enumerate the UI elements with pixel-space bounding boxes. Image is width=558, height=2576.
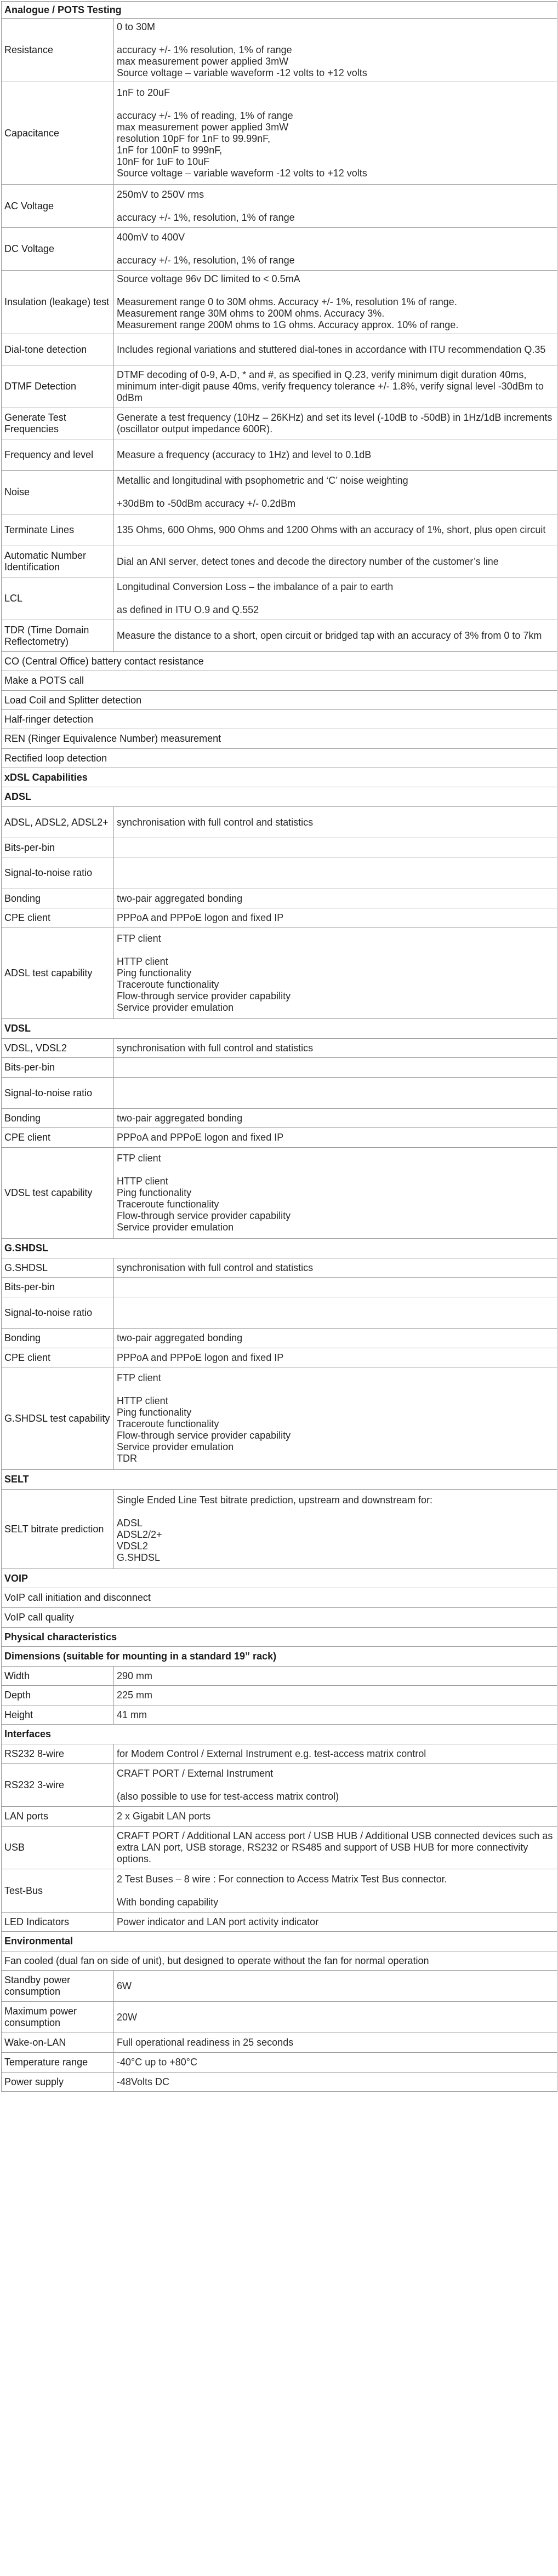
spec-label: CPE client [2,1128,114,1148]
feature-row [2,652,557,671]
spec-value [114,1827,557,1869]
spec-row [2,838,557,857]
section-header-row [2,1239,557,1258]
spec-value-line [117,1779,554,1791]
spec-value-line: 135 Ohms, 600 Ohms, 900 Ohms and 1200 Ohms with an accuracy of 1%, short, plus open circuit [117,524,546,535]
spec-value-line [117,1164,554,1176]
spec-value-line: -48Volts DC [117,2076,170,2087]
spec-row [2,577,557,620]
spec-value [114,1329,557,1348]
spec-value [114,889,557,908]
spec-value [114,1148,557,1239]
spec-row [2,1807,557,1827]
spec-value [114,1258,557,1278]
spec-value [114,334,557,365]
spec-row [2,2053,557,2073]
spec-value [114,857,557,889]
spec-value [114,1807,557,1827]
spec-row [2,1686,557,1705]
spec-value-line: accuracy +/- 1%, resolution, 1% of range [117,211,295,223]
spec-value [114,1109,557,1128]
spec-label: Test-Bus [2,1869,114,1913]
spec-value [114,514,557,546]
spec-label: Power supply [2,2073,114,2092]
spec-label: Noise [2,471,114,514]
spec-label: LCL [2,577,114,620]
spec-value [114,1869,557,1913]
spec-row [2,1869,557,1913]
feature-row [2,1608,557,1628]
spec-value [114,408,557,439]
feature-label: REN (Ringer Equivalence Number) measurement [2,729,557,749]
spec-row [2,1329,557,1348]
spec-value [114,1039,557,1058]
spec-value-line: Service provider emulation [117,1222,234,1233]
spec-value [114,82,557,185]
section-header-row [2,1569,557,1588]
spec-value [114,365,557,408]
spec-value-line: 225 mm [117,1690,153,1701]
feature-label: VoIP call initiation and disconnect [2,1588,557,1608]
feature-label: Load Coil and Splitter detection [2,691,557,710]
spec-label: DC Voltage [2,228,114,271]
spec-value-line: 20W [117,2011,138,2023]
spec-row [2,1058,557,1078]
spec-label: Bits-per-bin [2,1058,114,1078]
spec-label: DTMF Detection [2,365,114,408]
spec-label: TDR (Time Domain Reflectometry) [2,620,114,652]
spec-label: G.SHDSL test capability [2,1367,114,1470]
section-title: G.SHDSL [2,1239,557,1258]
spec-value [114,228,557,271]
spec-value-line: HTTP client [117,1395,168,1406]
spec-label: Bonding [2,1329,114,1348]
spec-value-line: Source voltage – variable waveform -12 volts to +12 volts [117,168,367,179]
spec-row [2,228,557,271]
spec-row [2,1078,557,1109]
spec-value-line [117,1885,554,1897]
spec-row [2,1971,557,2002]
spec-label: VDSL test capability [2,1148,114,1239]
spec-value [114,620,557,652]
spec-value-line: Longitudinal Conversion Loss – the imbalance of a pair to earth [117,581,394,592]
spec-value-line: HTTP client [117,1176,168,1187]
spec-label: CPE client [2,1348,114,1367]
spec-row [2,546,557,577]
spec-row [2,857,557,889]
spec-value-line: PPPoA and PPPoE logon and fixed IP [117,1132,284,1143]
feature-label: Rectified loop detection [2,749,557,768]
spec-row [2,2073,557,2092]
spec-value-line: With bonding capability [117,1896,219,1908]
section-header-row [2,1470,557,1490]
feature-label: Make a POTS call [2,671,557,691]
spec-row [2,1039,557,1058]
spec-row [2,928,557,1019]
spec-value-line: Flow-through service provider capability [117,991,291,1001]
section-title: Analogue / POTS Testing [2,2,557,19]
spec-value-line: 290 mm [117,1670,153,1681]
spec-value-line: Traceroute functionality [117,979,219,990]
spec-value-line: (also possible to use for test-access matrix control) [117,1790,339,1802]
section-title: ADSL [2,787,557,807]
spec-value-line [117,99,554,110]
spec-label: CPE client [2,908,114,928]
spec-value [114,1686,557,1705]
spec-value-line: Ping functionality [117,968,192,978]
spec-value [114,2073,557,2092]
spec-value-line: Measurement range 0 to 30M ohms. Accuracy +/- 1%, resolution 1% of range. [117,296,457,307]
spec-value [114,1278,557,1297]
spec-label: AC Voltage [2,185,114,228]
spec-row [2,1258,557,1278]
spec-label: Maximum power consumption [2,2002,114,2033]
spec-label: Width [2,1667,114,1686]
spec-row [2,908,557,928]
spec-value-line: Traceroute functionality [117,1418,219,1429]
spec-value [114,1667,557,1686]
spec-label: Depth [2,1686,114,1705]
spec-value-line: Includes regional variations and stuttered dial-tones in accordance with ITU recommendation Q.35 [117,344,546,355]
spec-value [114,1128,557,1148]
spec-row [2,1744,557,1764]
section-header-row [2,787,557,807]
spec-value [114,1705,557,1725]
section-title: Physical characteristics [2,1628,557,1647]
spec-label: Generate Test Frequencies [2,408,114,439]
spec-value-line: FTP client [117,933,161,944]
spec-value-line: Generate a test frequency (10Hz – 26KHz) and set its level (-10dB to -50dB) in 1Hz/1dB increments (oscillator output impedance 600R). [117,412,553,434]
spec-row [2,471,557,514]
section-title: SELT [2,1470,557,1490]
spec-row [2,1297,557,1329]
spec-value-line: Dial an ANI server, detect tones and decode the directory number of the customer’s line [117,556,499,567]
spec-label: Signal-to-noise ratio [2,1297,114,1329]
spec-label: Bonding [2,889,114,908]
spec-value-line: PPPoA and PPPoE logon and fixed IP [117,912,284,923]
spec-row [2,1148,557,1239]
spec-label: Frequency and level [2,439,114,471]
spec-value [114,1971,557,2002]
spec-value [114,1764,557,1807]
spec-row [2,365,557,408]
spec-value-line: DTMF decoding of 0-9, A-D, * and #, as specified in Q.23, verify minimum digit duration 40ms, minimum inter-digit pause 40ms, verify frequency tolerance +/- 1.8%, verify signal level -30dBm to 0dBm [117,369,544,403]
spec-label: Bits-per-bin [2,838,114,857]
spec-value-line: 10nF for 1uF to 10uF [117,156,210,167]
spec-value [114,1744,557,1764]
section-header-row [2,1019,557,1039]
spec-value-line: Metallic and longitudinal with psophometric and ‘C’ noise weighting [117,475,408,486]
spec-label: USB [2,1827,114,1869]
spec-value-line: +30dBm to -50dBm accuracy +/- 0.2dBm [117,498,296,509]
spec-row [2,1278,557,1297]
spec-value-line: ADSL [117,1518,143,1529]
spec-row [2,1348,557,1367]
spec-row [2,1490,557,1569]
spec-value-line: 1nF to 20uF [117,87,170,98]
spec-row [2,185,557,228]
spec-value-line: synchronisation with full control and statistics [117,1262,314,1273]
spec-value-line: two-pair aggregated bonding [117,1112,243,1124]
spec-row [2,1827,557,1869]
spec-value-line [117,593,554,604]
spec-value-line: two-pair aggregated bonding [117,892,243,904]
spec-value-line: FTP client [117,1153,161,1164]
spec-value-line [117,1506,554,1518]
spec-value-line: Measure a frequency (accuracy to 1Hz) and level to 0.1dB [117,449,372,460]
spec-row [2,807,557,838]
spec-value-line: max measurement power applied 3mW [117,122,289,133]
spec-row [2,1705,557,1725]
spec-value [114,185,557,228]
spec-value [114,471,557,514]
spec-label: Standby power consumption [2,1971,114,2002]
spec-value-line: Measurement range 30M ohms to 200M ohms. Accuracy 3%. [117,308,385,319]
spec-row [2,1109,557,1128]
spec-value-line: Source voltage – variable waveform -12 volts to +12 volts [117,67,367,78]
spec-value-line [117,285,554,296]
spec-value-line [117,944,554,956]
spec-value-line [117,243,554,255]
spec-value-line: 0 to 30M [117,21,156,32]
spec-row [2,271,557,334]
spec-value-line: Measurement range 200M ohms to 1G ohms. Accuracy approx. 10% of range. [117,319,459,330]
spec-value [114,1348,557,1367]
section-header-row [2,1932,557,1951]
spec-value-line: 41 mm [117,1709,147,1720]
spec-value-line: accuracy +/- 1% of reading, 1% of range [117,110,293,121]
spec-value-line [117,1384,554,1395]
spec-value-line: Traceroute functionality [117,1199,219,1210]
section-title: Dimensions (suitable for mounting in a standard 19” rack) [2,1647,557,1667]
section-header-row [2,2,557,19]
spec-value-line: Single Ended Line Test bitrate prediction, upstream and downstream for: [117,1495,432,1505]
spec-value-line: Source voltage 96v DC limited to < 0.5mA [117,273,300,284]
spec-value-line: Ping functionality [117,1187,192,1198]
spec-label: Signal-to-noise ratio [2,1078,114,1109]
section-title: Environmental [2,1932,557,1951]
spec-value-line: Service provider emulation [117,1441,234,1452]
spec-label: Insulation (leakage) test [2,271,114,334]
spec-row [2,82,557,185]
spec-row [2,889,557,908]
spec-value [114,271,557,334]
spec-value-line [117,201,554,212]
spec-label: Dial-tone detection [2,334,114,365]
section-header-row [2,1647,557,1667]
section-header-row [2,1628,557,1647]
feature-row [2,671,557,691]
spec-label: Bits-per-bin [2,1278,114,1297]
spec-value-line: -40°C up to +80°C [117,2057,197,2068]
spec-value-line: PPPoA and PPPoE logon and fixed IP [117,1352,284,1363]
spec-value [114,1913,557,1932]
spec-value-line: Power indicator and LAN port activity indicator [117,1916,319,1927]
spec-value [114,807,557,838]
spec-value [114,838,557,857]
spec-value-line: two-pair aggregated bonding [117,1332,243,1343]
spec-value-line: TDR [117,1453,137,1464]
specification-table [1,1,557,2092]
spec-value-line: accuracy +/- 1% resolution, 1% of range [117,44,292,55]
section-title: Interfaces [2,1725,557,1744]
section-header-row [2,768,557,787]
spec-row [2,1367,557,1470]
feature-row [2,1588,557,1608]
spec-value-line: Flow-through service provider capability [117,1430,291,1441]
spec-value-line: synchronisation with full control and statistics [117,1042,314,1054]
spec-value-line: 250mV to 250V rms [117,188,204,200]
spec-label: Bonding [2,1109,114,1128]
spec-value-line: 6W [117,1980,132,1991]
spec-label: Resistance [2,19,114,82]
spec-value-line: for Modem Control / External Instrument e.g. test-access matrix control [117,1748,426,1759]
feature-row [2,1951,557,1971]
specification-table-body [2,2,557,2092]
section-header-row [2,1725,557,1744]
spec-value-line: 2 x Gigabit LAN ports [117,1811,211,1822]
spec-value [114,577,557,620]
spec-value-line: Ping functionality [117,1407,192,1418]
spec-value [114,2033,557,2053]
spec-value-line: 2 Test Buses – 8 wire : For connection to Access Matrix Test Bus connector. [117,1873,447,1885]
feature-row [2,729,557,749]
spec-label: LED Indicators [2,1913,114,1932]
spec-label: Terminate Lines [2,514,114,546]
spec-value-line: 400mV to 400V [117,232,185,243]
spec-label: G.SHDSL [2,1258,114,1278]
spec-value-line: resolution 10pF for 1nF to 99.99nF, [117,133,271,144]
spec-row [2,514,557,546]
section-title: VOIP [2,1569,557,1588]
spec-value [114,546,557,577]
spec-row [2,408,557,439]
spec-label: Wake-on-LAN [2,2033,114,2053]
spec-value-line: max measurement power applied 3mW [117,56,289,67]
spec-value-line: 1nF for 100nF to 999nF, [117,145,223,156]
spec-value-line: Flow-through service provider capability [117,1210,291,1221]
spec-label: Height [2,1705,114,1725]
spec-row [2,620,557,652]
spec-label: RS232 8-wire [2,1744,114,1764]
spec-value [114,928,557,1019]
section-title: xDSL Capabilities [2,768,557,787]
feature-label: Half-ringer detection [2,710,557,729]
spec-value [114,908,557,928]
spec-label: Capacitance [2,82,114,185]
spec-row [2,2033,557,2053]
feature-row [2,749,557,768]
spec-row [2,439,557,471]
feature-label: Fan cooled (dual fan on side of unit), but designed to operate without the fan for normal operation [2,1951,557,1971]
spec-value-line: Measure the distance to a short, open circuit or bridged tap with an accuracy of 3% from 0 to 7km [117,630,542,641]
spec-value [114,439,557,471]
spec-value-line [117,33,554,44]
spec-row [2,19,557,82]
spec-row [2,1128,557,1148]
section-title: VDSL [2,1019,557,1039]
spec-value [114,19,557,82]
spec-value-line: FTP client [117,1372,161,1383]
spec-label: ADSL test capability [2,928,114,1019]
spec-value [114,2053,557,2073]
spec-value-line: accuracy +/- 1%, resolution, 1% of range [117,255,295,266]
spec-value-line: CRAFT PORT / External Instrument [117,1767,274,1779]
spec-value [114,1058,557,1078]
spec-value-line: as defined in ITU O.9 and Q.552 [117,604,259,615]
spec-value [114,1490,557,1569]
spec-label: SELT bitrate prediction [2,1490,114,1569]
spec-row [2,2002,557,2033]
spec-value [114,1078,557,1109]
spec-label: Signal-to-noise ratio [2,857,114,889]
spec-value-line: Service provider emulation [117,1002,234,1013]
spec-value-line: synchronisation with full control and statistics [117,816,314,828]
spec-value-line: HTTP client [117,956,168,967]
feature-label: CO (Central Office) battery contact resistance [2,652,557,671]
spec-label: RS232 3-wire [2,1764,114,1807]
spec-row [2,1667,557,1686]
spec-row [2,1913,557,1932]
spec-value-line: VDSL2 [117,1541,149,1552]
feature-label: VoIP call quality [2,1608,557,1628]
spec-label: VDSL, VDSL2 [2,1039,114,1058]
spec-value-line [117,486,554,498]
spec-value [114,2002,557,2033]
spec-value [114,1297,557,1329]
spec-label: Temperature range [2,2053,114,2073]
spec-row [2,1764,557,1807]
spec-value-line: G.SHDSL [117,1552,161,1563]
spec-label: Automatic Number Identification [2,546,114,577]
spec-label: LAN ports [2,1807,114,1827]
spec-label: ADSL, ADSL2, ADSL2+ [2,807,114,838]
spec-value [114,1367,557,1470]
spec-value-line: CRAFT PORT / Additional LAN access port / USB HUB / Additional USB connected devices such as extra LAN port, USB storage, RS232 or RS485 and support of USB HUB for more connectivity options. [117,1830,553,1864]
spec-row [2,334,557,365]
feature-row [2,710,557,729]
feature-row [2,691,557,710]
spec-value-line: Full operational readiness in 25 seconds [117,2037,294,2048]
spec-value-line: ADSL2/2+ [117,1529,162,1540]
